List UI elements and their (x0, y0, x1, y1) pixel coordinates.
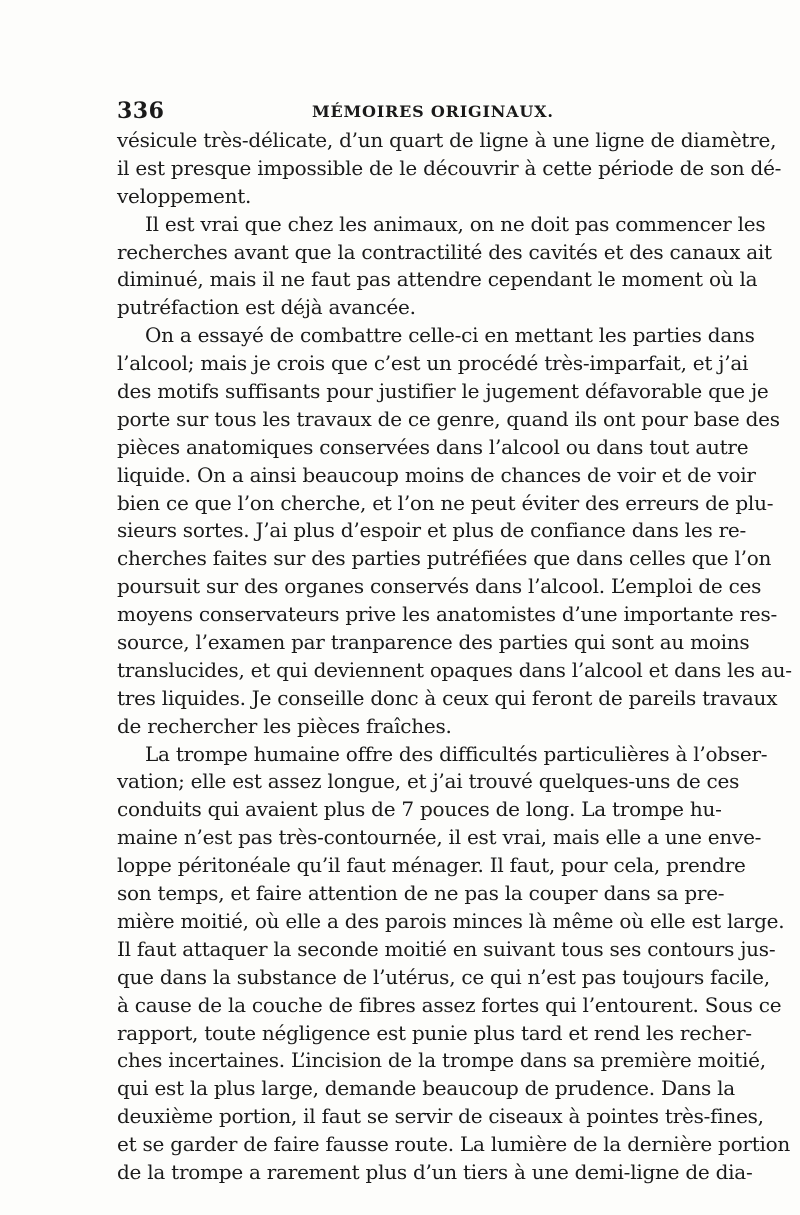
text-line: sieurs sortes. J’ai plus d’espoir et plus de confiance dans les re- (117, 518, 746, 543)
text-line: cherches faites sur des parties putréfiées que dans celles que l’on (117, 546, 772, 571)
text-line: porte sur tous les travaux de ce genre, quand ils ont pour base des (117, 406, 780, 431)
text-line: tres liquides. Je conseille donc à ceux qui feront de pareils travaux (117, 685, 778, 710)
text-line: vation; elle est assez longue, et j’ai trouvé quelques-uns de ces (117, 769, 740, 794)
text-line: maine n’est pas très-contournée, il est vrai, mais elle a une enve- (117, 825, 762, 850)
page-header (117, 98, 693, 126)
text-line: Il est vrai que chez les animaux, on ne doit pas commencer les (145, 211, 766, 236)
text-line: mière moitié, où elle a des parois minces là même où elle est large. (117, 908, 785, 933)
text-line: vésicule très-délicate, d’un quart de ligne à une ligne de diamètre, (117, 128, 777, 152)
text-line: loppe péritonéale qu’il faut ménager. Il faut, pour cela, prendre (117, 853, 746, 878)
page-number: 336 (117, 98, 165, 124)
text-line: putréfaction est déjà avancée. (117, 295, 416, 320)
running-title: MÉMOIRES ORIGINAUX. (312, 102, 554, 121)
text-line: ches incertaines. L’incision de la trompe dans sa première moitié, (117, 1048, 766, 1073)
text-line: pièces anatomiques conservées dans l’alcool ou dans tout autre (117, 434, 749, 459)
text-line: poursuit sur des organes conservés dans l’alcool. L’emploi de ces (117, 574, 762, 599)
text-line: moyens conservateurs prive les anatomistes d’une importante res- (117, 602, 777, 627)
text-line: translucides, et qui deviennent opaques dans l’alcool et dans les au- (117, 657, 792, 682)
text-line: son temps, et faire attention de ne pas la couper dans sa pre- (117, 881, 725, 906)
text-line: conduits qui avaient plus de 7 pouces de long. La trompe hu- (117, 797, 722, 822)
text-line: de la trompe a rarement plus d’un tiers à une demi-ligne de dia- (117, 1159, 753, 1184)
text-line: Il faut attaquer la seconde moitié en suivant tous ses contours jus- (117, 936, 776, 961)
text-line: qui est la plus large, demande beaucoup de prudence. Dans la (117, 1076, 735, 1101)
text-line: rapport, toute négligence est punie plus tard et rend les recher- (117, 1020, 752, 1045)
text-line: des motifs suffisants pour justifier le jugement défavorable que je (117, 379, 769, 404)
text-line: On a essayé de combattre celle-ci en mettant les parties dans (145, 323, 755, 348)
text-line: de rechercher les pièces fraîches. (117, 713, 452, 738)
text-line: veloppement. (117, 183, 252, 208)
text-line: diminué, mais il ne faut pas attendre cependant le moment où la (117, 267, 758, 292)
text-line: et se garder de faire fausse route. La lumière de la dernière portion (117, 1132, 791, 1157)
text-line: l’alcool; mais je crois que c’est un procédé très-imparfait, et j’ai (117, 351, 749, 376)
text-line: La trompe humaine offre des difficultés particulières à l’obser- (145, 741, 768, 766)
text-line: source, l’examen par tranparence des parties qui sont au moins (117, 630, 750, 655)
text-line: liquide. On a ainsi beaucoup moins de chances de voir et de voir (117, 462, 756, 487)
text-line: que dans la substance de l’utérus, ce qui n’est pas toujours facile, (117, 964, 770, 989)
text-line: à cause de la couche de fibres assez fortes qui l’entourent. Sous ce (117, 992, 782, 1017)
body-text (117, 127, 792, 1187)
text-line: il est presque impossible de le découvrir à cette période de son dé- (117, 155, 782, 180)
text-line: deuxième portion, il faut se servir de ciseaux à pointes très-fines, (117, 1104, 764, 1129)
text-line: bien ce que l’on cherche, et l’on ne peut éviter des erreurs de plu- (117, 490, 774, 515)
text-line: recherches avant que la contractilité des cavités et des canaux ait (117, 239, 772, 264)
